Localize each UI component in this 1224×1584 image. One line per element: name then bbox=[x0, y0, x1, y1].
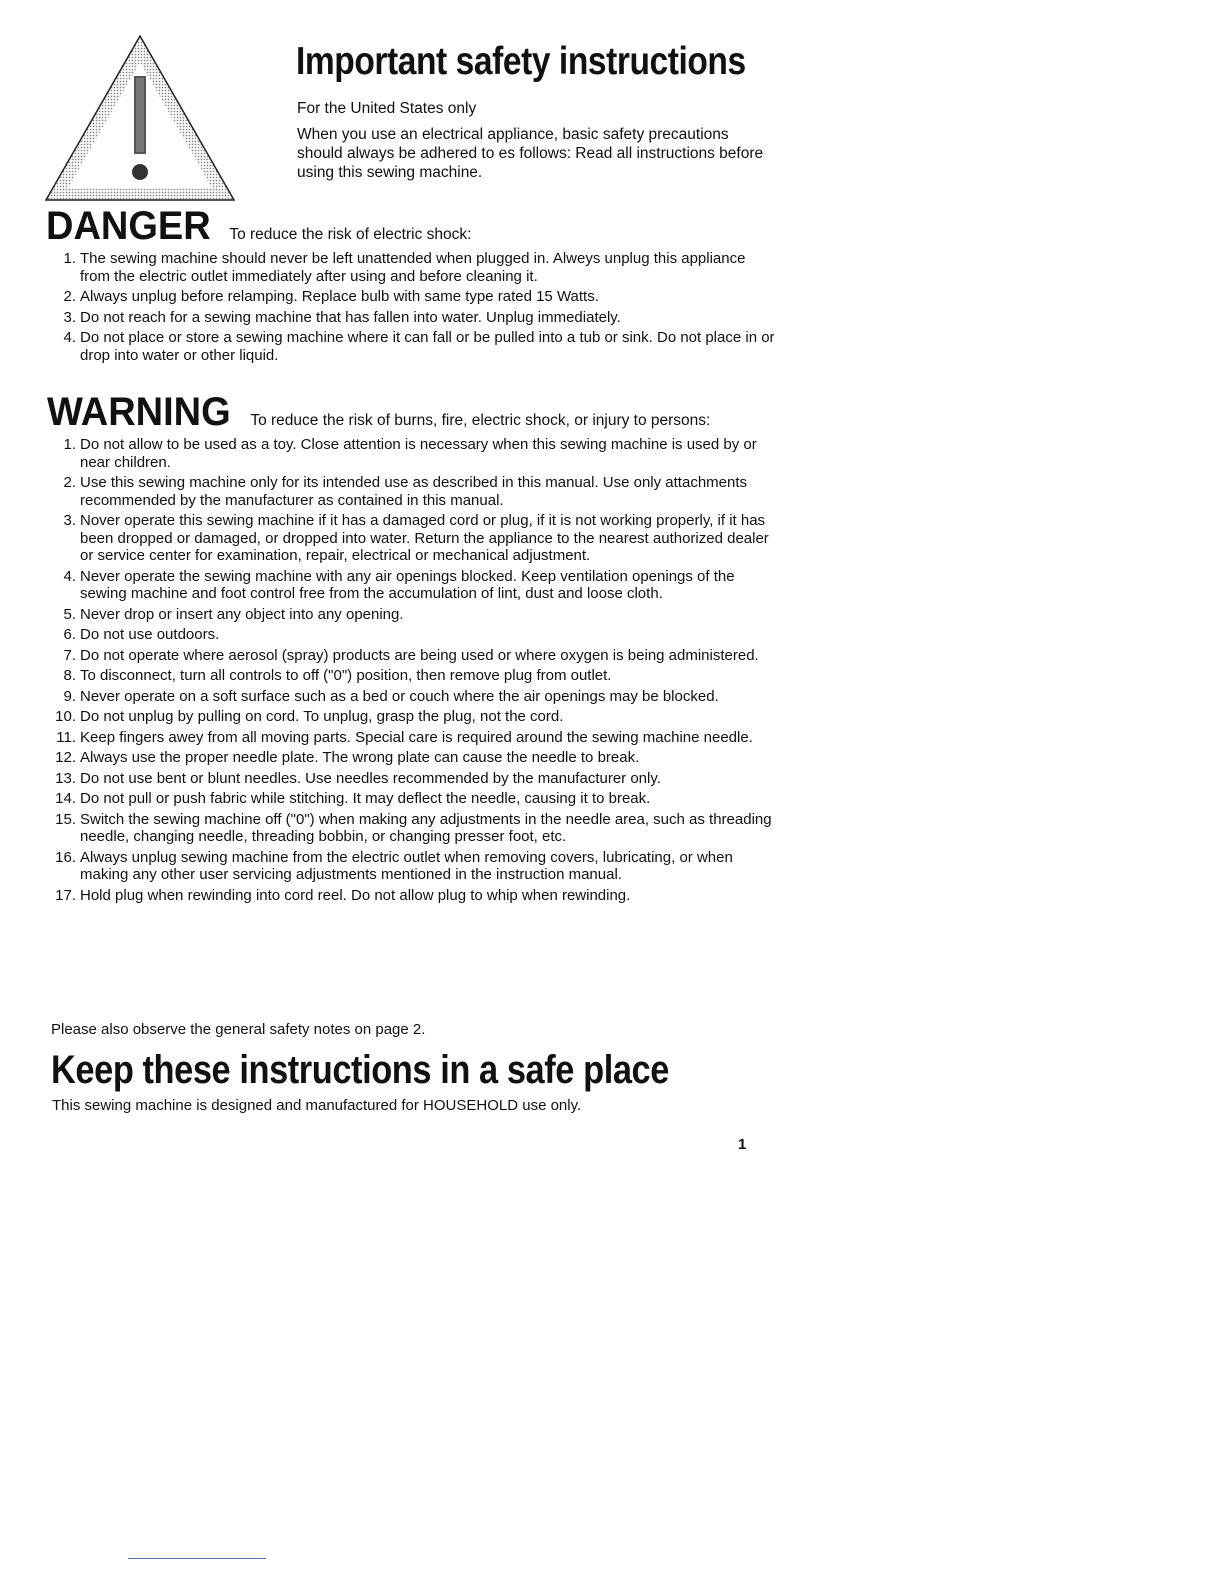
warning-item-number: 2. bbox=[63, 474, 76, 491]
danger-list bbox=[46, 250, 776, 364]
danger-item-number: 1. bbox=[63, 250, 76, 267]
warning-item-text: Do not use bent or blunt needles. Use needles recommended by the manufacturer only. bbox=[80, 769, 661, 787]
warning-item-number: 11. bbox=[56, 728, 76, 746]
warning-item-number: 3. bbox=[63, 512, 76, 529]
warning-item-text: Never drop or insert any object into any opening. bbox=[80, 605, 404, 623]
warning-item bbox=[46, 512, 776, 565]
warning-item-text: Always unplug sewing machine from the electric outlet when removing covers, lubricating, or when making any other user servicing adjustments mentioned in the instruction manual. bbox=[80, 848, 733, 883]
warning-item-number: 14. bbox=[55, 790, 76, 807]
warning-heading: WARNING bbox=[47, 390, 231, 434]
warning-item-text: Do not operate where aerosol (spray) products are being used or where oxygen is being administered. bbox=[80, 646, 759, 664]
warning-item bbox=[46, 790, 776, 808]
warning-item-text: Use this sewing machine only for its intended use as described in this manual. Use only attachments recommended by the manufacturer as contained in this manual. bbox=[80, 474, 748, 509]
danger-item-number: 2. bbox=[63, 288, 76, 305]
warning-item bbox=[46, 474, 776, 509]
warning-item bbox=[46, 436, 776, 471]
general-safety-note: Please also observe the general safety notes on page 2. bbox=[51, 1021, 426, 1038]
warning-item bbox=[46, 606, 776, 624]
intro-section bbox=[297, 99, 767, 189]
region-note: For the United States only bbox=[297, 100, 477, 117]
warning-item-text: Nover operate this sewing machine if it has a damaged cord or plug, if it is not working properly, if it has been dropped or damaged, or dropped into water. Return the appliance to the nearest authorized dealer or service center for examination, repair, electrical or mechanical adjustment. bbox=[80, 512, 769, 564]
warning-item-text: Switch the sewing machine off ("0") when making any adjustments in the needle area, such as threading needle, changing needle, threading bobbin, or changing presser foot, etc. bbox=[80, 810, 772, 845]
warning-item-number: 16. bbox=[55, 848, 76, 866]
warning-item-number: 15. bbox=[55, 810, 76, 828]
warning-subtitle: To reduce the risk of burns, fire, electric shock, or injury to persons: bbox=[250, 412, 711, 429]
warning-item-text: Hold plug when rewinding into cord reel. Do not allow plug to whip when rewinding. bbox=[80, 886, 631, 904]
warning-item-text: Do not allow to be used as a toy. Close attention is necessary when this sewing machine is used by or near children. bbox=[80, 436, 757, 471]
warning-item bbox=[46, 626, 776, 644]
warning-item-text: To disconnect, turn all controls to off ("0") position, then remove plug from outlet. bbox=[80, 667, 612, 684]
warning-item bbox=[46, 849, 776, 884]
page-title: Important safety instructions bbox=[296, 40, 746, 83]
warning-item bbox=[46, 887, 776, 905]
warning-item-text: Always use the proper needle plate. The wrong plate can cause the needle to break. bbox=[80, 749, 640, 766]
warning-header bbox=[46, 392, 776, 432]
warning-section bbox=[46, 392, 776, 907]
danger-item-text: Always unplug before relamping. Replace bulb with same type rated 15 Watts. bbox=[80, 288, 599, 305]
warning-item-number: 12. bbox=[55, 749, 76, 766]
warning-item-text: Never operate on a soft surface such as a bed or couch where the air openings may be blocked. bbox=[80, 687, 719, 705]
warning-item-number: 9. bbox=[63, 687, 76, 705]
warning-item-text: Keep fingers awey from all moving parts. Special care is required around the sewing machine needle. bbox=[80, 728, 753, 746]
warning-item-number: 17. bbox=[55, 886, 76, 904]
warning-item-number: 6. bbox=[63, 626, 76, 643]
warning-item-number: 7. bbox=[63, 646, 76, 664]
warning-item-number: 1. bbox=[63, 436, 76, 453]
danger-section bbox=[46, 206, 776, 367]
household-use-note: This sewing machine is designed and manufactured for HOUSEHOLD use only. bbox=[52, 1097, 582, 1114]
danger-item bbox=[46, 250, 776, 285]
danger-subtitle: To reduce the risk of electric shock: bbox=[229, 226, 472, 243]
warning-item-text: Do not unplug by pulling on cord. To unplug, grasp the plug, not the cord. bbox=[80, 708, 564, 725]
warning-item bbox=[46, 811, 776, 846]
warning-item bbox=[46, 647, 776, 665]
danger-item-number: 4. bbox=[63, 329, 76, 346]
warning-item bbox=[46, 729, 776, 747]
warning-item bbox=[46, 770, 776, 788]
danger-item-number: 3. bbox=[63, 308, 76, 326]
danger-item-text: Do not reach for a sewing machine that has fallen into water. Unplug immediately. bbox=[80, 308, 621, 326]
danger-header bbox=[46, 206, 776, 246]
warning-list bbox=[46, 436, 776, 904]
danger-item-text: Do not place or store a sewing machine where it can fall or be pulled into a tub or sink. Do not place in or drop into water or other liquid. bbox=[80, 329, 775, 364]
warning-item-text: Do not pull or push fabric while stitching. It may deflect the needle, causing it to break. bbox=[80, 790, 651, 807]
warning-triangle-icon bbox=[44, 32, 236, 202]
keep-instructions-title: Keep these instructions in a safe place bbox=[51, 1048, 669, 1092]
intro-paragraph: When you use an electrical appliance, basic safety precautions should always be adhered to es follows: Read all instructions before using this sewing machine. bbox=[297, 126, 764, 181]
footer-rule bbox=[128, 1558, 266, 1559]
warning-item-number: 5. bbox=[63, 605, 76, 623]
warning-item bbox=[46, 708, 776, 726]
danger-item bbox=[46, 288, 776, 306]
danger-item-text: The sewing machine should never be left unattended when plugged in. Alweys unplug this appliance from the electric outlet immediately after using and before cleaning it. bbox=[80, 250, 746, 285]
warning-item bbox=[46, 568, 776, 603]
warning-item-number: 10. bbox=[55, 708, 76, 725]
danger-heading: DANGER bbox=[46, 204, 211, 248]
warning-item-number: 4. bbox=[63, 567, 76, 585]
warning-item-number: 8. bbox=[63, 667, 76, 684]
warning-item bbox=[46, 667, 776, 685]
danger-item bbox=[46, 329, 776, 364]
warning-item-text: Do not use outdoors. bbox=[80, 626, 220, 643]
warning-item bbox=[46, 688, 776, 706]
page-number: 1 bbox=[738, 1136, 747, 1153]
warning-item bbox=[46, 749, 776, 767]
warning-item-text: Never operate the sewing machine with any air openings blocked. Keep ventilation openings of the sewing machine and foot control free from the accumulation of lint, dust and loose cloth. bbox=[80, 567, 735, 602]
warning-item-number: 13. bbox=[55, 769, 76, 787]
danger-item bbox=[46, 309, 776, 327]
